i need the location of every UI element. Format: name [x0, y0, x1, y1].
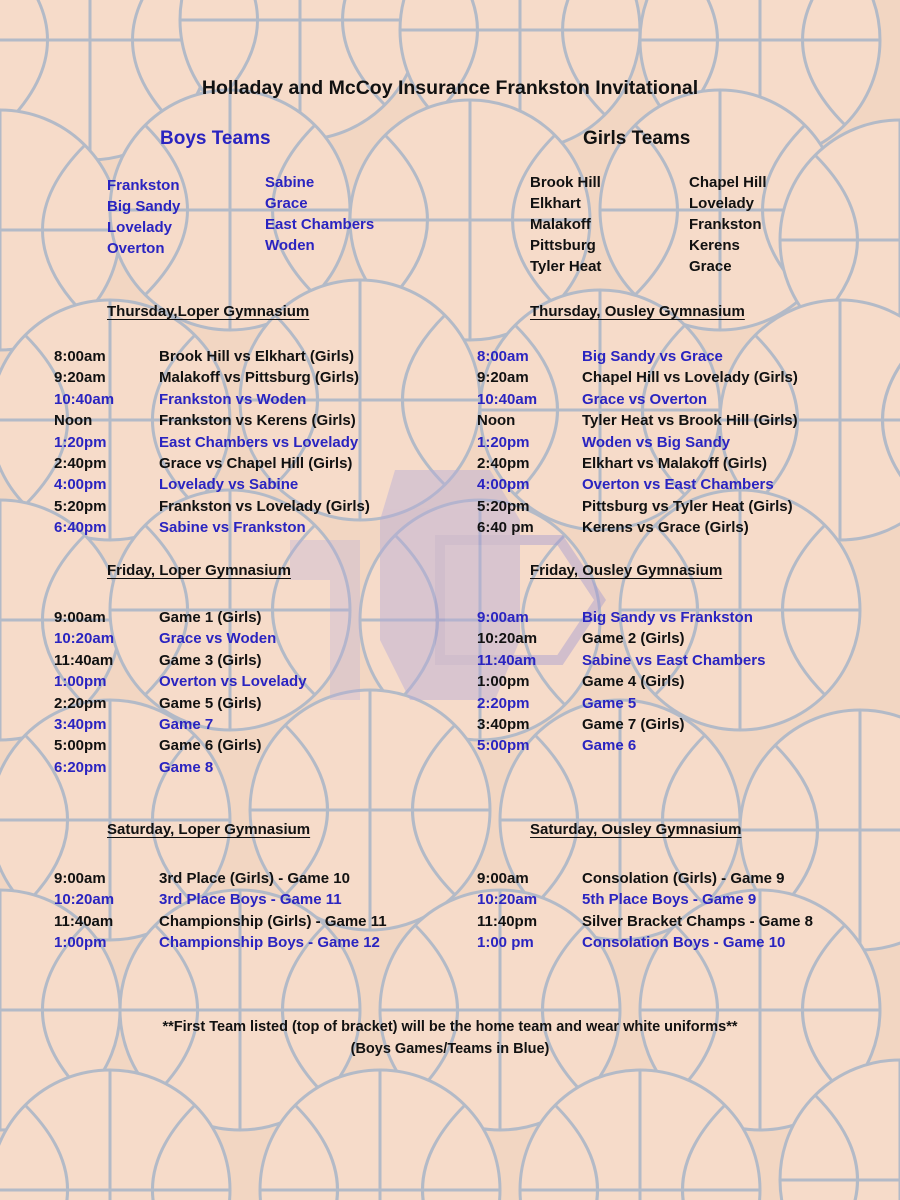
- girls-teams-col2: [689, 172, 767, 277]
- game-time: 10:20am: [477, 891, 538, 909]
- team-name: Big Sandy: [107, 198, 181, 215]
- game-time: 8:00am: [477, 348, 529, 365]
- game-matchup: East Chambers vs Lovelady: [159, 433, 359, 451]
- game-matchup: Malakoff vs Pittsburg (Girls): [159, 369, 360, 387]
- team-name: Grace: [689, 258, 732, 275]
- boys-teams-heading: Boys Teams: [160, 128, 271, 149]
- game-matchup: Frankston vs Lovelady (Girls): [159, 497, 370, 515]
- home-team-note: **First Team listed (top of bracket) will be the home team and wear white uniforms**: [162, 1019, 738, 1035]
- game-matchup: Lovelady vs Sabine: [159, 476, 299, 494]
- team-name: Chapel Hill: [689, 174, 767, 191]
- venue-heading: Saturday, Loper Gymnasium: [107, 821, 311, 838]
- game-matchup: Game 8: [159, 758, 214, 776]
- game-matchup: Big Sandy vs Grace: [582, 348, 723, 365]
- game-matchup: Grace vs Chapel Hill (Girls): [159, 455, 353, 472]
- game-time: 4:00pm: [477, 476, 530, 494]
- venue-heading: Friday, Ousley Gymnasium: [530, 562, 723, 579]
- team-name: Lovelady: [689, 195, 755, 212]
- game-time: 1:00pm: [54, 673, 107, 691]
- team-name: Elkhart: [530, 195, 581, 212]
- game-time: 5:20pm: [477, 497, 530, 515]
- team-name: Malakoff: [530, 216, 591, 233]
- color-legend-note: (Boys Games/Teams in Blue): [350, 1041, 550, 1057]
- game-time: 9:00am: [477, 870, 529, 887]
- game-matchup: Grace vs Overton: [582, 390, 708, 408]
- game-time: 1:00 pm: [477, 934, 534, 952]
- game-matchup: 3rd Place Boys - Game 11: [159, 891, 342, 909]
- game-matchup: Tyler Heat vs Brook Hill (Girls): [582, 412, 798, 430]
- game-time: 1:20pm: [477, 433, 530, 451]
- game-time: 3:40pm: [477, 716, 530, 733]
- girls-teams-col1: [530, 172, 601, 277]
- game-time: 5:00pm: [477, 737, 530, 755]
- game-matchup: Sabine vs East Chambers: [582, 651, 766, 669]
- game-time: Noon: [54, 412, 93, 430]
- game-time: 2:40pm: [477, 455, 530, 472]
- venue-heading: Saturday, Ousley Gymnasium: [530, 821, 742, 838]
- game-matchup: Game 7 (Girls): [582, 716, 685, 733]
- game-matchup: Game 6 (Girls): [159, 737, 262, 755]
- game-matchup: Woden vs Big Sandy: [582, 433, 731, 451]
- game-time: 6:40 pm: [477, 519, 534, 537]
- venue-heading: Thursday,Loper Gymnasium: [107, 303, 310, 320]
- game-matchup: Kerens vs Grace (Girls): [582, 519, 749, 537]
- game-time: 2:20pm: [477, 694, 530, 712]
- game-matchup: Pittsburg vs Tyler Heat (Girls): [582, 497, 793, 515]
- team-name: Woden: [265, 237, 315, 254]
- game-time: 2:40pm: [54, 455, 107, 472]
- venue-heading: Friday, Loper Gymnasium: [107, 562, 291, 579]
- game-time: 10:20am: [54, 630, 115, 648]
- game-matchup: Elkhart vs Malakoff (Girls): [582, 455, 768, 472]
- game-matchup: Frankston vs Kerens (Girls): [159, 412, 356, 430]
- game-matchup: Game 4 (Girls): [582, 673, 685, 691]
- game-matchup: Silver Bracket Champs - Game 8: [582, 912, 813, 930]
- game-matchup: Frankston vs Woden: [159, 390, 307, 408]
- team-name: Pittsburg: [530, 237, 596, 254]
- game-time: 1:20pm: [54, 433, 107, 451]
- game-matchup: Game 5: [582, 694, 637, 712]
- game-matchup: Chapel Hill vs Lovelady (Girls): [582, 369, 798, 387]
- game-time: 8:00am: [54, 348, 106, 365]
- team-name: Grace: [265, 195, 308, 212]
- game-time: 9:00am: [54, 870, 106, 887]
- boys-teams-col2: [265, 172, 374, 256]
- game-time: 11:40am: [54, 651, 114, 669]
- game-time: 1:00pm: [54, 934, 107, 952]
- venue-heading: Thursday, Ousley Gymnasium: [530, 303, 745, 320]
- team-name: Kerens: [689, 237, 740, 254]
- game-time: 10:20am: [54, 891, 115, 909]
- team-name: East Chambers: [265, 216, 375, 233]
- game-time: 3:40pm: [54, 716, 107, 733]
- game-time: 9:20am: [477, 369, 529, 387]
- game-time: 10:20am: [477, 630, 538, 648]
- game-matchup: Big Sandy vs Frankston: [582, 609, 753, 626]
- game-time: 11:40am: [477, 651, 537, 669]
- game-matchup: Brook Hill vs Elkhart (Girls): [159, 348, 355, 365]
- game-time: 5:00pm: [54, 737, 107, 755]
- game-matchup: Game 7: [159, 716, 214, 733]
- team-name: Frankston: [107, 177, 180, 194]
- game-matchup: Game 3 (Girls): [159, 651, 262, 669]
- game-time: 5:20pm: [54, 497, 107, 515]
- boys-teams-col1: [107, 175, 180, 259]
- game-time: 9:00am: [54, 609, 106, 626]
- game-matchup: Grace vs Woden: [159, 630, 277, 648]
- game-time: 6:20pm: [54, 758, 107, 776]
- game-time: 10:40am: [477, 390, 538, 408]
- girls-teams-heading: Girls Teams: [583, 128, 691, 149]
- team-name: Brook Hill: [530, 174, 601, 191]
- team-name: Sabine: [265, 174, 315, 191]
- game-matchup: Consolation Boys - Game 10: [582, 934, 786, 952]
- game-time: 2:20pm: [54, 694, 107, 712]
- team-name: Frankston: [689, 216, 762, 233]
- team-name: Overton: [107, 240, 165, 257]
- game-time: 9:20am: [54, 369, 106, 387]
- team-name: Lovelady: [107, 219, 173, 236]
- game-time: 6:40pm: [54, 519, 107, 537]
- game-time: 9:00am: [477, 609, 529, 626]
- page-title: Holladay and McCoy Insurance Frankston Invitational: [201, 77, 699, 99]
- game-time: 11:40pm: [477, 912, 538, 930]
- game-time: 4:00pm: [54, 476, 107, 494]
- game-time: 10:40am: [54, 390, 115, 408]
- game-matchup: Consolation (Girls) - Game 9: [582, 870, 785, 887]
- game-matchup: Overton vs East Chambers: [582, 476, 774, 494]
- game-time: Noon: [477, 412, 516, 430]
- game-matchup: Game 5 (Girls): [159, 694, 262, 712]
- game-matchup: Game 6: [582, 737, 637, 755]
- game-matchup: Game 2 (Girls): [582, 630, 685, 648]
- game-matchup: Overton vs Lovelady: [159, 673, 307, 691]
- game-matchup: Championship Boys - Game 12: [159, 934, 380, 952]
- game-time: 11:40am: [54, 912, 114, 930]
- game-matchup: 3rd Place (Girls) - Game 10: [159, 870, 350, 887]
- team-name: Tyler Heat: [530, 258, 602, 275]
- game-matchup: Championship (Girls) - Game 11: [159, 912, 387, 930]
- game-matchup: Game 1 (Girls): [159, 609, 262, 626]
- game-matchup: Sabine vs Frankston: [159, 519, 306, 537]
- game-time: 1:00pm: [477, 673, 530, 691]
- game-matchup: 5th Place Boys - Game 9: [582, 891, 757, 909]
